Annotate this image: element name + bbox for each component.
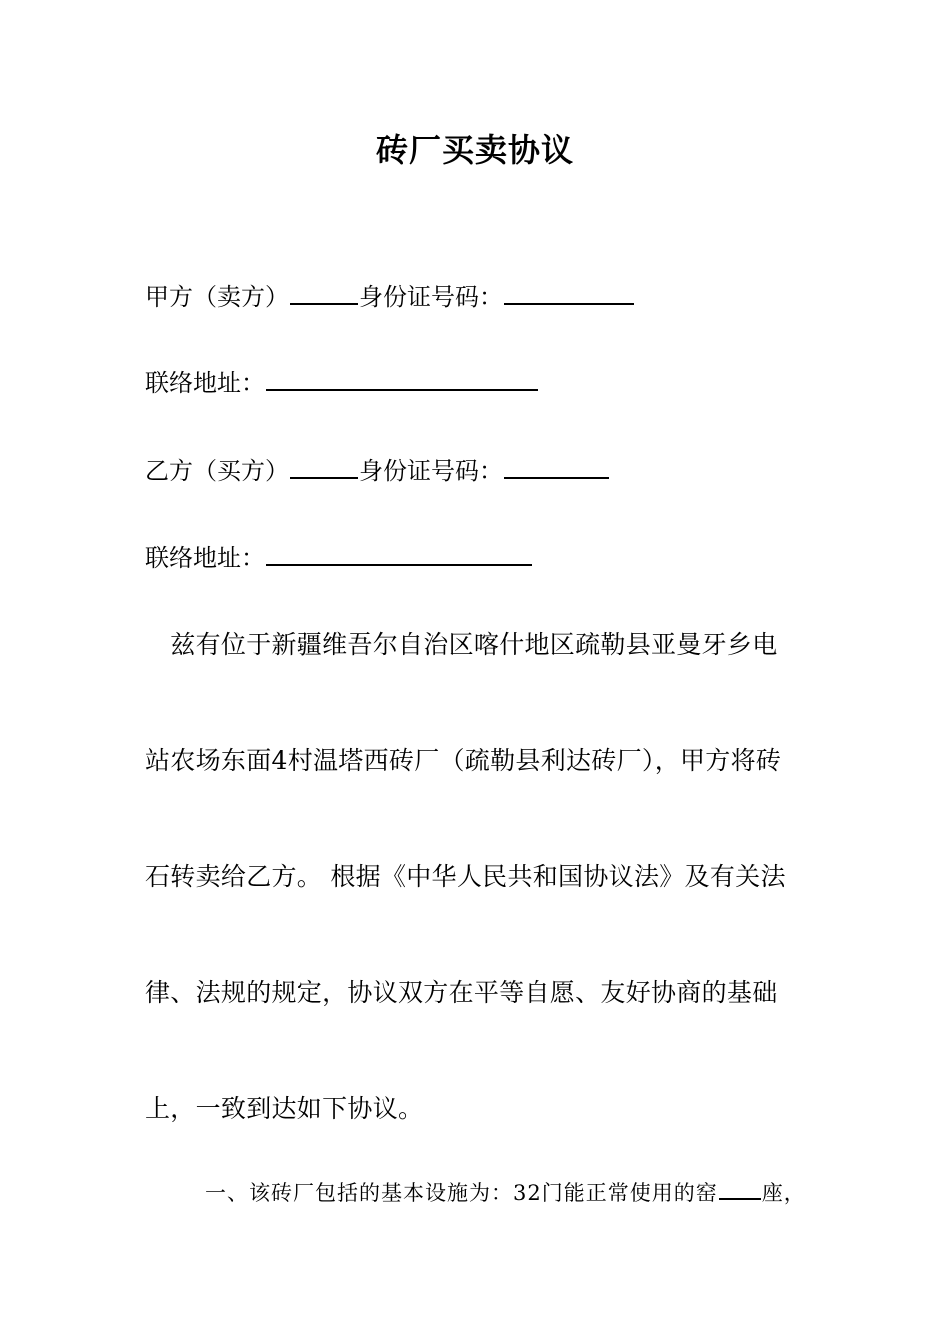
intro-line: 律、法规的规定，协议双方在平等自愿、友好协商的基础	[145, 978, 778, 1007]
intro-line: 石转卖给乙方。 根据《中华人民共和国协议法》及有关法	[145, 862, 786, 891]
party-a-address-line	[145, 366, 539, 400]
party-a-address-blank	[266, 367, 538, 391]
party-b-name-blank	[290, 455, 358, 479]
party-a-name-blank	[290, 281, 358, 305]
clause-1-line	[205, 1176, 806, 1210]
clause-1-suffix: 座，	[761, 1181, 806, 1205]
party-b-id-label: 身份证号码：	[359, 457, 503, 485]
intro-line: 站农场东面4村温塔西砖厂（疏勒县利达砖厂），甲方将砖	[145, 746, 782, 775]
party-b-line	[145, 454, 610, 488]
party-b-id-blank	[504, 455, 609, 479]
party-a-id-blank	[504, 281, 634, 305]
document-title: 砖厂买卖协议	[375, 131, 574, 169]
party-b-label: 乙方（买方）	[145, 457, 289, 485]
intro-line: 上，一致到达如下协议。	[145, 1094, 424, 1123]
party-a-label: 甲方（卖方）	[145, 283, 289, 311]
party-b-address-blank	[266, 542, 532, 566]
party-b-address-line	[145, 541, 533, 575]
intro-line: 兹有位于新疆维吾尔自治区喀什地区疏勒县亚曼牙乡电	[145, 630, 778, 659]
party-a-address-label: 联络地址：	[145, 369, 265, 397]
clause-1-kiln-count-blank	[719, 1178, 761, 1200]
party-b-address-label: 联络地址：	[145, 544, 265, 572]
clause-1-text: 一、该砖厂包括的基本设施为：32门能正常使用的窑	[205, 1181, 718, 1205]
party-a-id-label: 身份证号码：	[359, 283, 503, 311]
party-a-line	[145, 280, 635, 314]
